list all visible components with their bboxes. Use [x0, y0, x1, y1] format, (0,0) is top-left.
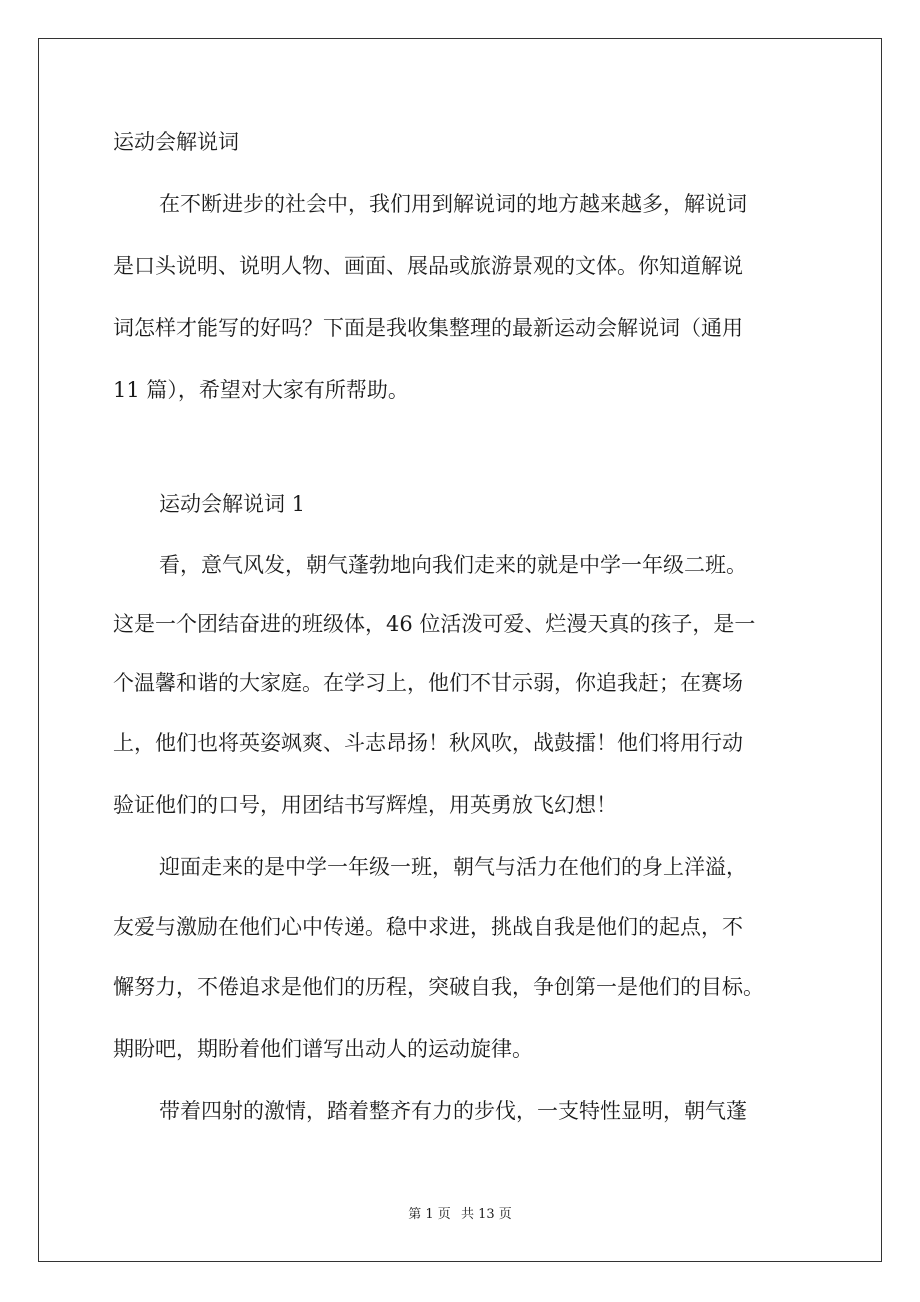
para2-line: 期盼吧，期盼着他们谱写出动人的运动旋律。 — [113, 1037, 533, 1061]
para1-line: 个温馨和谐的大家庭。在学习上，他们不甘示弱，你追我赶；在赛场 — [113, 671, 743, 695]
section-heading: 运动会解说词 1 — [159, 492, 306, 516]
intro-line: 是口头说明、说明人物、画面、展品或旅游景观的文体。你知道解说 — [113, 254, 743, 278]
intro-line: 词怎样才能写的好吗？下面是我收集整理的最新运动会解说词（通用 — [113, 316, 743, 340]
para3-line: 带着四射的激情，踏着整齐有力的步伐，一支特性显明，朝气蓬 — [159, 1099, 747, 1123]
page-total: 共 13 页 — [460, 1207, 512, 1222]
page-number: 第 1 页 — [408, 1207, 451, 1222]
para1-line: 看，意气风发，朝气蓬勃地向我们走来的就是中学一年级二班。 — [159, 553, 747, 577]
para1-line: 这是一个团结奋进的班级体，46 位活泼可爱、烂漫天真的孩子，是一 — [113, 612, 756, 636]
intro-line: 11 篇），希望对大家有所帮助。 — [113, 378, 409, 402]
page-border — [38, 38, 882, 1262]
para1-line: 上，他们也将英姿飒爽、斗志昂扬！秋风吹，战鼓擂！他们将用行动 — [113, 731, 743, 755]
para2-line: 懈努力，不倦追求是他们的历程，突破自我，争创第一是他们的目标。 — [113, 975, 764, 999]
para2-line: 友爱与激励在他们心中传递。稳中求进，挑战自我是他们的起点，不 — [113, 915, 743, 939]
page-footer — [0, 1206, 920, 1224]
intro-line: 在不断进步的社会中，我们用到解说词的地方越来越多，解说词 — [159, 192, 747, 216]
para2-line: 迎面走来的是中学一年级一班，朝气与活力在他们的身上洋溢， — [159, 855, 747, 879]
para1-line: 验证他们的口号，用团结书写辉煌，用英勇放飞幻想！ — [113, 793, 617, 817]
doc-title: 运动会解说词 — [113, 130, 239, 154]
